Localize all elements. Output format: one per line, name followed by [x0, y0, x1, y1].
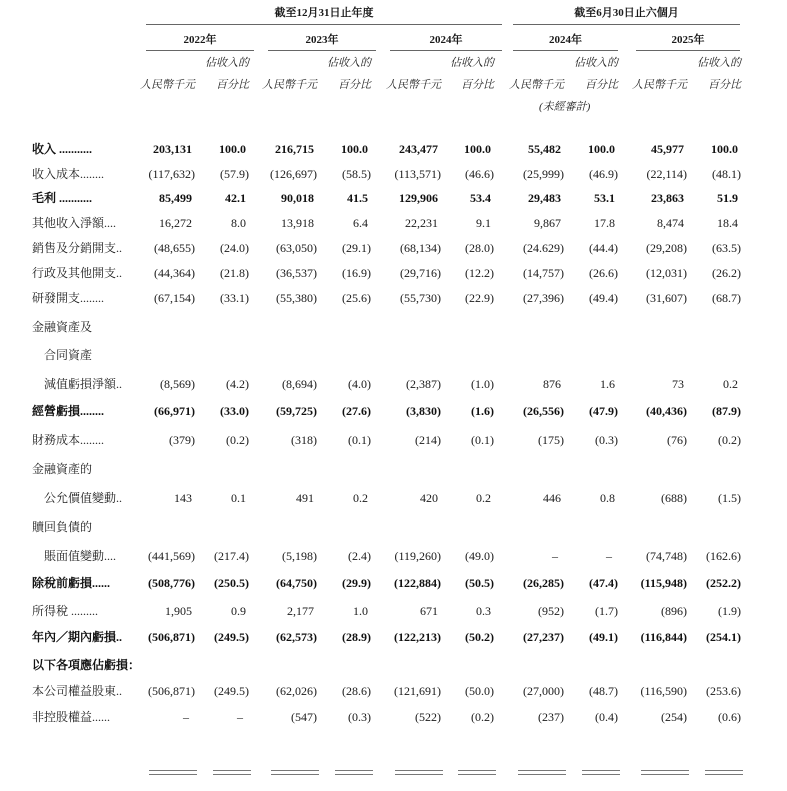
amount-cell: (116,590): [640, 684, 687, 698]
amount-cell: (29,716): [400, 266, 441, 280]
table-row: [0, 163, 787, 185]
percent-cell: (1.7): [595, 604, 618, 618]
amount-cell: (27,237): [523, 630, 564, 644]
percent-cell: 100.0: [588, 142, 615, 156]
amount-cell: (63,050): [276, 241, 317, 255]
row-label: 行政及其他開支..: [32, 266, 123, 280]
percent-cell: 0.8: [600, 491, 615, 505]
percent-cell: (1.9): [718, 604, 741, 618]
amount-cell: (67,154): [154, 291, 195, 305]
percent-cell: (1.6): [471, 404, 494, 418]
amount-cell: (55,730): [400, 291, 441, 305]
percent-cell: 8.0: [231, 216, 246, 230]
amount-cell: (441,569): [148, 549, 195, 563]
unit-amount-2024-interim: 人民幣千元: [509, 79, 564, 91]
percent-cell: (0.6): [718, 710, 741, 724]
amount-cell: (26,285): [523, 576, 564, 590]
percent-cell: 53.4: [470, 191, 491, 205]
amount-cell: 45,977: [651, 142, 684, 156]
percent-cell: (27.6): [342, 404, 371, 418]
double-underline: [458, 770, 496, 775]
amount-cell: (29,208): [646, 241, 687, 255]
amount-cell: 29,483: [528, 191, 561, 205]
amount-cell: 73: [672, 377, 684, 391]
percent-cell: (16.9): [342, 266, 371, 280]
percent-cell: (253.6): [706, 684, 741, 698]
unit-pct-line1-2022: 佔收入的: [205, 57, 249, 69]
amount-cell: (117,632): [148, 167, 195, 181]
amount-cell: 491: [296, 491, 314, 505]
percent-cell: (12.2): [465, 266, 494, 280]
percent-cell: (252.2): [706, 576, 741, 590]
unit-amount-2024: 人民幣千元: [386, 79, 441, 91]
percent-cell: (22.9): [465, 291, 494, 305]
percent-cell: (50.2): [465, 630, 494, 644]
year-rule-2023: [268, 50, 376, 51]
percent-cell: –: [606, 549, 612, 563]
amount-cell: (522): [415, 710, 441, 724]
amount-cell: (64,750): [276, 576, 317, 590]
amount-cell: 2,177: [287, 604, 314, 618]
amount-cell: 16,272: [159, 216, 192, 230]
percent-cell: (249.5): [214, 684, 249, 698]
percent-cell: (33.1): [220, 291, 249, 305]
percent-cell: (0.2): [226, 433, 249, 447]
percent-cell: (24.0): [220, 241, 249, 255]
row-label: 經營虧損........: [32, 404, 105, 418]
amount-cell: 1,905: [165, 604, 192, 618]
amount-cell: 143: [174, 491, 192, 505]
year-header-2022: 2022年: [183, 34, 217, 46]
amount-cell: (36,537): [276, 266, 317, 280]
percent-cell: (249.5): [214, 630, 249, 644]
amount-cell: (688): [661, 491, 687, 505]
amount-cell: (27,000): [523, 684, 564, 698]
amount-cell: (74,748): [646, 549, 687, 563]
table-row: [0, 572, 787, 594]
percent-cell: 17.8: [594, 216, 615, 230]
amount-cell: (48,655): [154, 241, 195, 255]
percent-cell: (26.2): [712, 266, 741, 280]
double-underline: [582, 770, 620, 775]
percent-cell: (1.0): [471, 377, 494, 391]
row-label: 賬面值變動....: [44, 549, 117, 563]
amount-cell: (952): [538, 604, 564, 618]
amount-cell: 13,918: [281, 216, 314, 230]
percent-cell: (1.5): [718, 491, 741, 505]
year-rule-2022: [146, 50, 254, 51]
percent-cell: (0.3): [595, 433, 618, 447]
table-row: [0, 212, 787, 234]
percent-cell: (48.1): [712, 167, 741, 181]
amount-cell: (122,884): [394, 576, 441, 590]
row-label: 金融資產的: [32, 462, 93, 476]
percent-cell: (2.4): [348, 549, 371, 563]
unit-pct-line2-2025-interim: 百分比: [708, 79, 741, 91]
percent-cell: (28.0): [465, 241, 494, 255]
year-header-2023: 2023年: [305, 34, 339, 46]
double-underline: [335, 770, 373, 775]
amount-cell: (116,844): [640, 630, 687, 644]
percent-cell: (33.0): [220, 404, 249, 418]
table-row: [0, 487, 787, 509]
amount-cell: 243,477: [399, 142, 438, 156]
unit-pct-line2-2023: 百分比: [338, 79, 371, 91]
double-underline: [518, 770, 566, 775]
amount-cell: (44,364): [154, 266, 195, 280]
amount-cell: (506,871): [148, 684, 195, 698]
percent-cell: (4.2): [226, 377, 249, 391]
double-underline: [149, 770, 197, 775]
amount-cell: (115,948): [640, 576, 687, 590]
unaudited-note: (未經審計): [539, 101, 591, 113]
unit-amount-2023: 人民幣千元: [262, 79, 317, 91]
row-label: 贖回負債的: [32, 520, 93, 534]
percent-cell: (50.5): [465, 576, 494, 590]
percent-cell: 0.2: [723, 377, 738, 391]
row-label: 合同資產: [44, 348, 93, 362]
row-label: 銷售及分銷開支..: [32, 241, 123, 255]
amount-cell: (12,031): [646, 266, 687, 280]
row-label: 所得稅 .........: [32, 604, 99, 618]
header-group-interim: 截至6月30日止六個月: [574, 7, 679, 19]
amount-cell: (896): [661, 604, 687, 618]
amount-cell: (122,213): [394, 630, 441, 644]
row-label: 年內／期內虧損..: [32, 630, 123, 644]
double-underline: [271, 770, 319, 775]
amount-cell: 55,482: [528, 142, 561, 156]
amount-cell: (14,757): [523, 266, 564, 280]
percent-cell: (48.7): [589, 684, 618, 698]
amount-cell: (379): [169, 433, 195, 447]
amount-cell: (5,198): [282, 549, 317, 563]
amount-cell: (76): [667, 433, 687, 447]
double-underline: [395, 770, 443, 775]
percent-cell: (28.9): [342, 630, 371, 644]
percent-cell: (68.7): [712, 291, 741, 305]
percent-cell: (87.9): [712, 404, 741, 418]
table-row: [0, 400, 787, 422]
percent-cell: 9.1: [476, 216, 491, 230]
amount-cell: 90,018: [281, 191, 314, 205]
percent-cell: –: [237, 710, 243, 724]
percent-cell: (50.0): [465, 684, 494, 698]
amount-cell: (2,387): [406, 377, 441, 391]
amount-cell: 85,499: [159, 191, 192, 205]
amount-cell: (55,380): [276, 291, 317, 305]
table-row: [0, 429, 787, 451]
year-rule-2025-interim: [636, 50, 740, 51]
amount-cell: (27,396): [523, 291, 564, 305]
percent-cell: (46.9): [589, 167, 618, 181]
percent-cell: (21.8): [220, 266, 249, 280]
header-group-annual: 截至12月31日止年度: [274, 7, 374, 19]
percent-cell: 51.9: [717, 191, 738, 205]
table-row: [0, 706, 787, 728]
percent-cell: 0.2: [353, 491, 368, 505]
amount-cell: (3,830): [406, 404, 441, 418]
amount-cell: (8,569): [160, 377, 195, 391]
amount-cell: (508,776): [148, 576, 195, 590]
percent-cell: 0.1: [231, 491, 246, 505]
unit-pct-line1-2024-interim: 佔收入的: [574, 57, 618, 69]
percent-cell: 0.2: [476, 491, 491, 505]
percent-cell: (58.5): [342, 167, 371, 181]
row-label: 毛利 ...........: [32, 191, 93, 205]
amount-cell: (254): [661, 710, 687, 724]
unit-pct-line1-2024: 佔收入的: [450, 57, 494, 69]
amount-cell: 8,474: [657, 216, 684, 230]
amount-cell: 23,863: [651, 191, 684, 205]
percent-cell: 53.1: [594, 191, 615, 205]
percent-cell: (0.2): [718, 433, 741, 447]
table-row: [0, 516, 787, 538]
year-header-2024: 2024年: [429, 34, 463, 46]
percent-cell: (254.1): [706, 630, 741, 644]
amount-cell: –: [552, 549, 558, 563]
percent-cell: (49.0): [465, 549, 494, 563]
header-group-interim-rule: [513, 24, 740, 25]
amount-cell: 420: [420, 491, 438, 505]
percent-cell: (49.1): [589, 630, 618, 644]
percent-cell: (47.4): [589, 576, 618, 590]
amount-cell: (8,694): [282, 377, 317, 391]
percent-cell: 6.4: [353, 216, 368, 230]
unit-pct-line2-2022: 百分比: [216, 79, 249, 91]
amount-cell: (547): [291, 710, 317, 724]
row-label: 研發開支........: [32, 291, 105, 305]
percent-cell: (49.4): [589, 291, 618, 305]
percent-cell: (29.9): [342, 576, 371, 590]
percent-cell: (47.9): [589, 404, 618, 418]
row-label: 財務成本........: [32, 433, 105, 447]
table-row: [0, 373, 787, 395]
year-header-2025-interim: 2025年: [671, 34, 705, 46]
row-label: 收入 ...........: [32, 142, 93, 156]
percent-cell: 0.9: [231, 604, 246, 618]
table-row: [0, 287, 787, 309]
unit-pct-line2-2024: 百分比: [461, 79, 494, 91]
amount-cell: (113,571): [394, 167, 441, 181]
amount-cell: (22,114): [646, 167, 687, 181]
percent-cell: (4.0): [348, 377, 371, 391]
amount-cell: (66,971): [154, 404, 195, 418]
row-label: 本公司權益股東..: [32, 684, 123, 698]
percent-cell: (57.9): [220, 167, 249, 181]
percent-cell: (28.6): [342, 684, 371, 698]
row-label: 除稅前虧損......: [32, 576, 111, 590]
amount-cell: (25,999): [523, 167, 564, 181]
table-row: [0, 458, 787, 480]
percent-cell: (217.4): [214, 549, 249, 563]
amount-cell: (126,697): [270, 167, 317, 181]
percent-cell: (162.6): [706, 549, 741, 563]
table-row: [0, 545, 787, 567]
amount-cell: 203,131: [153, 142, 192, 156]
row-label: 非控股權益......: [32, 710, 111, 724]
amount-cell: (119,260): [394, 549, 441, 563]
amount-cell: (62,026): [276, 684, 317, 698]
unit-pct-line1-2025-interim: 佔收入的: [697, 57, 741, 69]
row-label: 以下各項應佔虧損：: [32, 658, 141, 672]
row-label: 金融資產及: [32, 320, 93, 334]
percent-cell: (0.2): [471, 710, 494, 724]
table-row: [0, 654, 787, 676]
row-label: 收入成本........: [32, 167, 105, 181]
year-rule-2024-interim: [513, 50, 618, 51]
percent-cell: (0.1): [348, 433, 371, 447]
percent-cell: (0.1): [471, 433, 494, 447]
row-label: 其他收入淨額....: [32, 216, 117, 230]
amount-cell: –: [183, 710, 189, 724]
table-row: [0, 626, 787, 648]
row-label: 公允價值變動..: [44, 491, 123, 505]
percent-cell: 100.0: [464, 142, 491, 156]
amount-cell: 876: [543, 377, 561, 391]
table-row: [0, 344, 787, 366]
double-underline: [705, 770, 743, 775]
header-group-annual-rule: [146, 24, 502, 25]
unit-pct-line2-2024-interim: 百分比: [585, 79, 618, 91]
percent-cell: 1.6: [600, 377, 615, 391]
amount-cell: (214): [415, 433, 441, 447]
amount-cell: (24.629): [523, 241, 564, 255]
amount-cell: (62,573): [276, 630, 317, 644]
amount-cell: (26,556): [523, 404, 564, 418]
table-row: [0, 262, 787, 284]
percent-cell: (46.6): [465, 167, 494, 181]
percent-cell: 100.0: [711, 142, 738, 156]
percent-cell: (250.5): [214, 576, 249, 590]
row-label: 減值虧損淨額..: [44, 377, 123, 391]
unit-amount-2022: 人民幣千元: [140, 79, 195, 91]
unit-amount-2025-interim: 人民幣千元: [632, 79, 687, 91]
year-rule-2024: [390, 50, 502, 51]
percent-cell: (63.5): [712, 241, 741, 255]
amount-cell: (175): [538, 433, 564, 447]
amount-cell: (121,691): [394, 684, 441, 698]
amount-cell: (31,607): [646, 291, 687, 305]
table-row: [0, 316, 787, 338]
amount-cell: (40,436): [646, 404, 687, 418]
table-row: [0, 600, 787, 622]
amount-cell: (237): [538, 710, 564, 724]
percent-cell: 100.0: [219, 142, 246, 156]
percent-cell: 1.0: [353, 604, 368, 618]
amount-cell: (59,725): [276, 404, 317, 418]
table-row: [0, 680, 787, 702]
percent-cell: 0.3: [476, 604, 491, 618]
amount-cell: (506,871): [148, 630, 195, 644]
amount-cell: (318): [291, 433, 317, 447]
amount-cell: 446: [543, 491, 561, 505]
amount-cell: 9,867: [534, 216, 561, 230]
amount-cell: (68,134): [400, 241, 441, 255]
table-row: [0, 237, 787, 259]
amount-cell: 22,231: [405, 216, 438, 230]
percent-cell: 41.5: [347, 191, 368, 205]
percent-cell: 42.1: [225, 191, 246, 205]
percent-cell: (26.6): [589, 266, 618, 280]
amount-cell: 216,715: [275, 142, 314, 156]
double-underline: [641, 770, 689, 775]
unit-pct-line1-2023: 佔收入的: [327, 57, 371, 69]
percent-cell: (0.3): [348, 710, 371, 724]
amount-cell: 671: [420, 604, 438, 618]
percent-cell: (0.4): [595, 710, 618, 724]
double-underline: [213, 770, 251, 775]
year-header-2024-interim: 2024年: [549, 34, 582, 46]
percent-cell: 18.4: [717, 216, 738, 230]
percent-cell: 100.0: [341, 142, 368, 156]
percent-cell: (44.4): [589, 241, 618, 255]
percent-cell: (25.6): [342, 291, 371, 305]
table-row: [0, 138, 787, 160]
percent-cell: (29.1): [342, 241, 371, 255]
table-row: [0, 187, 787, 209]
amount-cell: 129,906: [399, 191, 438, 205]
